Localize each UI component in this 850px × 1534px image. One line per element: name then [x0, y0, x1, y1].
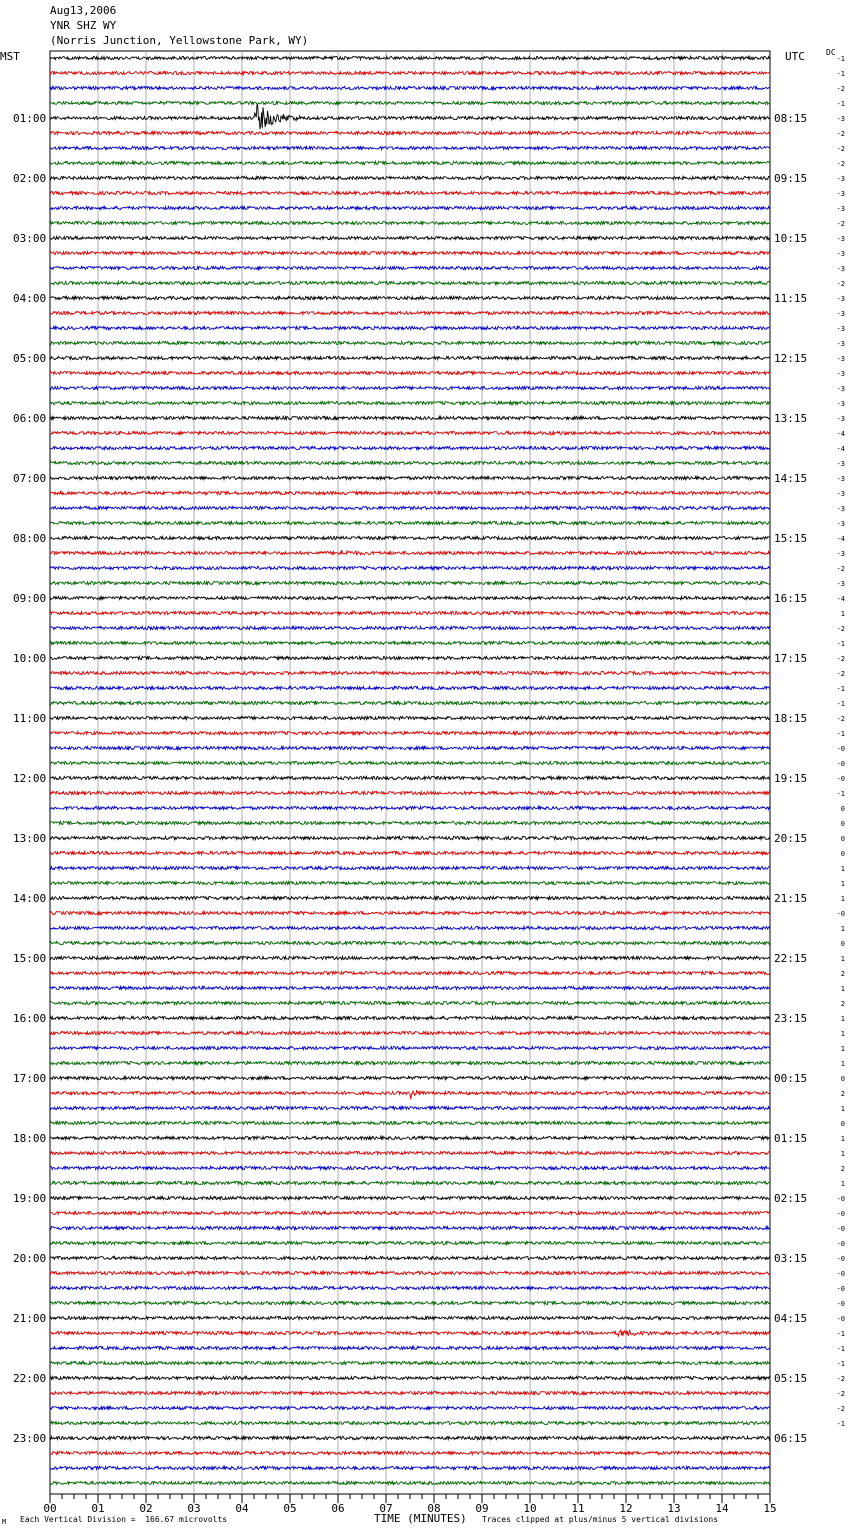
- hour-label-right: 18:15: [774, 712, 808, 725]
- dc-offset-value: -3: [836, 550, 845, 558]
- seismic-trace: [50, 221, 770, 224]
- hour-label-left: 18:00: [13, 1132, 47, 1145]
- dc-offset-value: 1: [840, 1180, 845, 1188]
- seismic-trace: [50, 386, 770, 389]
- clipping-note: Traces clipped at plus/minus 5 vertical divisions: [482, 1515, 719, 1524]
- dc-offset-value: -3: [836, 250, 845, 258]
- dc-offset-value: -3: [836, 205, 845, 213]
- seismic-trace: [50, 1466, 770, 1469]
- dc-offset-value: -1: [836, 1330, 845, 1338]
- x-tick-label: 04: [235, 1502, 249, 1515]
- seismic-trace: [50, 701, 770, 704]
- hour-label-right: 20:15: [774, 832, 808, 845]
- dc-offset-value: -0: [836, 1210, 845, 1218]
- dc-offset-value: -3: [836, 490, 845, 498]
- seismic-trace: [50, 1361, 770, 1364]
- dc-offset-value: -3: [836, 310, 845, 318]
- seismic-trace: [50, 1211, 770, 1214]
- hour-label-left: 04:00: [13, 292, 47, 305]
- seismic-trace: [50, 881, 770, 884]
- seismic-trace: [50, 86, 770, 89]
- right-timezone-label: UTC: [785, 50, 805, 63]
- dc-offset-value: -3: [836, 190, 845, 198]
- dc-offset-value: 0: [840, 805, 845, 813]
- x-tick-label: 00: [43, 1502, 57, 1515]
- dc-offset-value: 2: [840, 1165, 845, 1173]
- dc-offset-value: -2: [836, 565, 845, 573]
- seismic-trace: [50, 105, 770, 130]
- seismic-trace: [50, 1256, 770, 1259]
- dc-offset-value: 1: [840, 1015, 845, 1023]
- seismic-trace: [50, 431, 770, 435]
- dc-offset-value: 1: [840, 1060, 845, 1068]
- hour-label-left: 10:00: [13, 652, 47, 665]
- dc-offset-value: 0: [840, 850, 845, 858]
- seismic-trace: [50, 581, 770, 584]
- hour-label-right: 00:15: [774, 1072, 808, 1085]
- dc-offset-value: -1: [836, 685, 845, 693]
- seismic-trace: [50, 536, 770, 539]
- x-tick-label: 07: [379, 1502, 393, 1515]
- seismic-trace: [50, 1031, 770, 1034]
- dc-offset-value: 1: [840, 610, 845, 618]
- x-tick-label: 11: [571, 1502, 585, 1515]
- seismic-trace: [50, 926, 770, 929]
- dc-offset-value: -2: [836, 220, 845, 228]
- hour-label-left: 03:00: [13, 232, 47, 245]
- seismic-trace: [50, 1330, 770, 1336]
- dc-offset-value: -0: [836, 760, 845, 768]
- x-tick-label: 01: [91, 1502, 105, 1515]
- seismic-trace: [50, 1106, 770, 1109]
- dc-offset-value: 0: [840, 1075, 845, 1083]
- recording-date: Aug13,2006: [50, 4, 117, 17]
- dc-offset-value: -1: [836, 730, 845, 738]
- dc-offset-value: -1: [836, 70, 845, 78]
- hour-label-right: 10:15: [774, 232, 808, 245]
- seismic-trace: [50, 550, 770, 555]
- hour-label-left: 22:00: [13, 1372, 47, 1385]
- x-tick-label: 14: [715, 1502, 729, 1515]
- seismic-trace: [50, 1481, 770, 1484]
- dc-offset-value: -0: [836, 910, 845, 918]
- dc-offset-value: -3: [836, 295, 845, 303]
- hour-label-right: 16:15: [774, 592, 808, 605]
- seismic-trace: [50, 746, 770, 749]
- dc-offset-value: 1: [840, 895, 845, 903]
- seismic-trace: [50, 596, 770, 599]
- seismic-trace: [50, 146, 770, 149]
- dc-offset-value: -3: [836, 520, 845, 528]
- dc-offset-value: -1: [836, 1360, 845, 1368]
- dc-offset-value: -1: [836, 790, 845, 798]
- seismic-trace: [50, 281, 770, 284]
- seismic-trace: [50, 1346, 770, 1349]
- seismic-trace: [50, 566, 770, 569]
- dc-offset-value: -0: [836, 1255, 845, 1263]
- seismic-trace: [50, 236, 770, 239]
- seismic-trace: [50, 1226, 770, 1229]
- dc-offset-value: 1: [840, 1045, 845, 1053]
- seismic-trace: [50, 491, 770, 494]
- dc-offset-value: 1: [840, 985, 845, 993]
- hour-label-left: 07:00: [13, 472, 47, 485]
- seismic-trace: [50, 1061, 770, 1064]
- seismic-trace: [50, 296, 770, 299]
- hour-label-right: 21:15: [774, 892, 808, 905]
- dc-offset-value: 1: [840, 880, 845, 888]
- hour-label-left: 08:00: [13, 532, 47, 545]
- dc-offset-value: 0: [840, 835, 845, 843]
- seismic-trace: [50, 1286, 770, 1289]
- dc-offset-value: -3: [836, 235, 845, 243]
- x-tick-label: 06: [331, 1502, 345, 1515]
- hour-label-left: 13:00: [13, 832, 47, 845]
- seismic-trace: [50, 971, 770, 974]
- seismic-trace: [50, 206, 770, 209]
- x-tick-label: 08: [427, 1502, 441, 1515]
- dc-offset-value: -3: [836, 370, 845, 378]
- seismic-trace: [50, 326, 770, 329]
- seismic-trace: [50, 1451, 770, 1454]
- hour-label-right: 01:15: [774, 1132, 808, 1145]
- dc-offset-value: -3: [836, 265, 845, 273]
- hour-label-right: 22:15: [774, 952, 808, 965]
- hour-label-right: 08:15: [774, 112, 808, 125]
- dc-offset-value: -2: [836, 1375, 845, 1383]
- seismic-trace: [50, 1076, 770, 1079]
- dc-offset-value: -2: [836, 1405, 845, 1413]
- hour-label-right: 13:15: [774, 412, 808, 425]
- dc-offset-value: -0: [836, 1285, 845, 1293]
- seismic-trace: [50, 731, 770, 734]
- station-location: (Norris Junction, Yellowstone Park, WY): [50, 34, 309, 47]
- dc-offset-value: 1: [840, 1105, 845, 1113]
- axis-labels: [13, 55, 845, 1515]
- dc-offset-value: -0: [836, 775, 845, 783]
- dc-offset-value: -1: [836, 1420, 845, 1428]
- seismic-trace: [50, 761, 770, 764]
- x-tick-label: 13: [667, 1502, 681, 1515]
- dc-offset-value: -3: [836, 325, 845, 333]
- hour-label-right: 11:15: [774, 292, 808, 305]
- dc-offset-value: -2: [836, 1390, 845, 1398]
- seismic-trace: [50, 1376, 770, 1379]
- seismic-trace: [50, 356, 770, 359]
- hour-label-left: 20:00: [13, 1252, 47, 1265]
- seismic-trace: [50, 791, 770, 794]
- dc-offset-value: -2: [836, 145, 845, 153]
- dc-offset-value: -2: [836, 655, 845, 663]
- seismic-trace: [50, 1391, 770, 1394]
- seismic-trace: [50, 1421, 770, 1424]
- dc-offset-value: -2: [836, 160, 845, 168]
- dc-offset-value: -0: [836, 1225, 845, 1233]
- hour-label-right: 14:15: [774, 472, 808, 485]
- hour-label-left: 17:00: [13, 1072, 47, 1085]
- seismic-trace: [50, 941, 770, 944]
- seismic-trace: [50, 956, 770, 959]
- x-tick-label: 02: [139, 1502, 153, 1515]
- dc-offset-value: -4: [836, 430, 845, 438]
- dc-offset-value: 1: [840, 1135, 845, 1143]
- seismic-trace: [50, 1166, 770, 1169]
- corner-mark: M: [2, 1518, 7, 1526]
- dc-offset-value: -1: [836, 640, 845, 648]
- x-tick-label: 10: [523, 1502, 537, 1515]
- trace-lines: [50, 56, 770, 1484]
- seismic-trace: [50, 686, 770, 689]
- seismic-trace: [50, 1316, 770, 1319]
- dc-offset-value: -4: [836, 445, 845, 453]
- dc-offset-value: 2: [840, 970, 845, 978]
- dc-offset-value: 2: [840, 1000, 845, 1008]
- dc-offset-value: 2: [840, 1090, 845, 1098]
- seismic-trace: [50, 806, 770, 809]
- hour-label-right: 23:15: [774, 1012, 808, 1025]
- seismic-trace: [50, 986, 770, 989]
- seismic-trace: [50, 71, 770, 74]
- seismic-trace: [50, 176, 770, 179]
- dc-offset-value: 0: [840, 820, 845, 828]
- dc-offset-value: -0: [836, 1195, 845, 1203]
- hour-label-left: 05:00: [13, 352, 47, 365]
- seismic-trace: [50, 1271, 770, 1274]
- seismic-trace: [50, 131, 770, 134]
- seismic-trace: [50, 626, 770, 629]
- dc-offset-value: 0: [840, 1120, 845, 1128]
- dc-offset-value: -0: [836, 1270, 845, 1278]
- x-axis-title: TIME (MINUTES): [374, 1512, 467, 1525]
- hour-label-left: 16:00: [13, 1012, 47, 1025]
- seismic-trace: [50, 896, 770, 899]
- seismic-trace: [50, 716, 770, 719]
- hour-label-right: 09:15: [774, 172, 808, 185]
- hour-label-left: 19:00: [13, 1192, 47, 1205]
- hour-label-right: 06:15: [774, 1432, 808, 1445]
- seismic-trace: [50, 1136, 770, 1139]
- seismic-trace: [50, 1241, 770, 1244]
- dc-offset-value: -3: [836, 115, 845, 123]
- seismic-trace: [50, 101, 770, 104]
- seismic-trace: [50, 401, 770, 404]
- hour-label-right: 15:15: [774, 532, 808, 545]
- seismic-trace: [50, 911, 770, 914]
- seismic-trace: [50, 266, 770, 269]
- seismic-trace: [50, 851, 770, 854]
- vertical-scale-note: Each Vertical Division = 166.67 microvolts: [20, 1515, 228, 1524]
- dc-offset-value: -3: [836, 475, 845, 483]
- dc-offset-value: -0: [836, 745, 845, 753]
- dc-offset-value: 0: [840, 940, 845, 948]
- hour-label-right: 19:15: [774, 772, 808, 785]
- dc-offset-value: -3: [836, 460, 845, 468]
- seismic-trace: [50, 341, 770, 344]
- dc-offset-value: -0: [836, 1315, 845, 1323]
- seismic-trace: [50, 416, 770, 419]
- dc-offset-value: -1: [836, 1345, 845, 1353]
- dc-offset-value: -3: [836, 505, 845, 513]
- x-tick-label: 03: [187, 1502, 201, 1515]
- seismic-trace: [50, 476, 770, 479]
- seismic-trace: [50, 311, 770, 314]
- dc-offset-value: -3: [836, 415, 845, 423]
- dc-offset-value: -1: [836, 100, 845, 108]
- seismic-trace: [50, 656, 770, 659]
- seismic-trace: [50, 371, 770, 374]
- hour-label-left: 14:00: [13, 892, 47, 905]
- dc-offset-value: -3: [836, 340, 845, 348]
- seismic-trace: [50, 1121, 770, 1124]
- seismic-trace: [50, 1436, 770, 1439]
- seismic-trace: [50, 446, 770, 449]
- dc-offset-value: 1: [840, 955, 845, 963]
- seismic-trace: [50, 251, 770, 254]
- seismic-trace: [50, 866, 770, 869]
- seismic-trace: [50, 461, 770, 464]
- dc-offset-value: -2: [836, 280, 845, 288]
- seismic-trace: [50, 1016, 770, 1019]
- dc-offset-value: 1: [840, 1030, 845, 1038]
- x-tick-label: 15: [763, 1502, 777, 1515]
- seismic-trace: [50, 161, 770, 164]
- station-code: YNR SHZ WY: [50, 19, 117, 32]
- dc-offset-value: -3: [836, 355, 845, 363]
- seismic-trace: [50, 671, 770, 674]
- seismic-trace: [50, 56, 770, 59]
- hour-label-left: 06:00: [13, 412, 47, 425]
- seismic-trace: [50, 1151, 770, 1154]
- x-tick-label: 05: [283, 1502, 297, 1515]
- dc-offset-value: -4: [836, 535, 845, 543]
- seismic-trace: [50, 836, 770, 839]
- dc-offset-value: -1: [836, 55, 845, 63]
- seismic-trace: [50, 191, 770, 194]
- hour-label-left: 01:00: [13, 112, 47, 125]
- hour-label-right: 05:15: [774, 1372, 808, 1385]
- hour-label-left: 02:00: [13, 172, 47, 185]
- dc-offset-value: -3: [836, 385, 845, 393]
- dc-offset-value: -1: [836, 700, 845, 708]
- dc-offset-value: -2: [836, 130, 845, 138]
- seismic-trace: [50, 1196, 770, 1199]
- hour-label-right: 17:15: [774, 652, 808, 665]
- dc-offset-value: -4: [836, 595, 845, 603]
- dc-offset-value: -0: [836, 1240, 845, 1248]
- dc-offset-value: -3: [836, 400, 845, 408]
- dc-offset-header: DC: [826, 48, 836, 57]
- hour-label-right: 03:15: [774, 1252, 808, 1265]
- hour-label-left: 11:00: [13, 712, 47, 725]
- dc-offset-value: -2: [836, 670, 845, 678]
- dc-offset-value: -3: [836, 580, 845, 588]
- dc-offset-value: -0: [836, 1300, 845, 1308]
- seismic-trace: [50, 1090, 770, 1099]
- dc-offset-value: 1: [840, 865, 845, 873]
- dc-offset-value: -2: [836, 625, 845, 633]
- hour-label-left: 21:00: [13, 1312, 47, 1325]
- x-tick-label: 09: [475, 1502, 489, 1515]
- dc-offset-value: -2: [836, 715, 845, 723]
- seismic-trace: [50, 821, 770, 824]
- seismic-trace: [50, 506, 770, 509]
- seismic-trace: [50, 1406, 770, 1409]
- dc-offset-value: 1: [840, 1150, 845, 1158]
- hour-label-right: 12:15: [774, 352, 808, 365]
- seismic-trace: [50, 641, 770, 644]
- x-tick-label: 12: [619, 1502, 633, 1515]
- left-timezone-label: MST: [0, 50, 20, 63]
- seismic-trace: [50, 1181, 770, 1184]
- hour-label-left: 15:00: [13, 952, 47, 965]
- seismic-trace: [50, 611, 770, 614]
- hour-label-left: 09:00: [13, 592, 47, 605]
- dc-offset-value: 1: [840, 925, 845, 933]
- hour-label-left: 12:00: [13, 772, 47, 785]
- seismic-trace: [50, 521, 770, 524]
- hour-label-left: 23:00: [13, 1432, 47, 1445]
- seismic-trace: [50, 1001, 770, 1004]
- seismic-trace: [50, 1301, 770, 1304]
- dc-offset-value: -2: [836, 85, 845, 93]
- hour-label-right: 02:15: [774, 1192, 808, 1205]
- seismic-trace: [50, 1046, 770, 1049]
- hour-label-right: 04:15: [774, 1312, 808, 1325]
- dc-offset-value: -3: [836, 175, 845, 183]
- seismic-trace: [50, 776, 770, 779]
